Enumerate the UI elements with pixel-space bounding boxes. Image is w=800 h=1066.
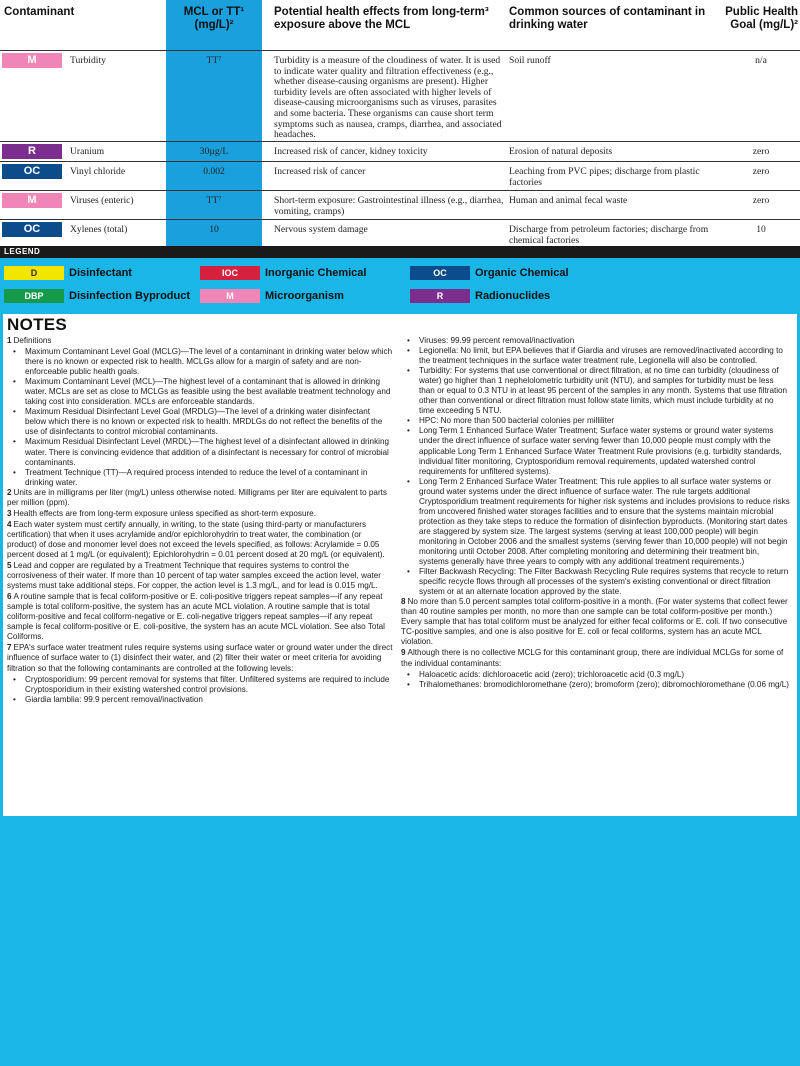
public-health-goal: zero	[752, 195, 770, 206]
public-health-goal: zero	[752, 146, 770, 157]
health-effects: Short-term exposure: Gastrointestinal illness (e.g., diarrhea, vomiting, cramps)	[274, 195, 504, 217]
note-number: 7	[7, 643, 12, 653]
table-row	[0, 219, 800, 246]
note-number: 9	[401, 648, 406, 658]
treatment-item: • Long Term 1 Enhanced Surface Water Treatment; Surface water systems or ground water systems under the direct influence of surface water serving fewer than 10,000 people must comply with the applicable Long Term 1 Enhanced Surface Water Treatment Rule provisions (e.g. turbidity standards, individual filter monitoring, Cryptosporidium removal requirements, updated watershed control requirements for unfiltered systems).	[401, 426, 791, 476]
treatment-item: • Giardia lamblia: 99.9 percent removal/inactivation	[7, 695, 393, 705]
legend-swatch: D	[4, 266, 64, 280]
note-1	[7, 336, 393, 346]
legend-item	[200, 289, 344, 303]
legend-label: Radionuclides	[475, 290, 551, 302]
legend-label: Microorganism	[265, 290, 344, 302]
mcl-value: 0.002	[203, 166, 225, 177]
note-number: 1	[7, 336, 12, 345]
health-effects: Turbidity is a measure of the cloudiness of water. It is used to indicate water quality and filtration effectiveness (e.g., whether disease-causing organisms are present). Higher turbidity levels are often associated with higher levels of disease-causing microorganisms such as viruses, parasites and some bacteria. These organisms can cause short term symptoms such as nausea, cramps, diarrhea, and associated headaches.	[274, 55, 502, 141]
common-sources: Discharge from petroleum factories; discharge from chemical factories	[509, 224, 709, 246]
mcl-value: TT⁷	[206, 195, 222, 206]
common-sources: Erosion of natural deposits	[509, 146, 613, 157]
mclg-item: • Trihalomethanes: bromodichloromethane (zero); bromoform (zero); dibromochloromethane (0.06 mg/L)	[401, 680, 791, 690]
header-contaminant: Contaminant	[4, 6, 75, 18]
legend-swatch: R	[410, 289, 470, 303]
legend-item	[4, 266, 132, 280]
legend-swatch: IOC	[200, 266, 260, 280]
definition-item: • Maximum Contaminant Level (MCL)—The highest level of a contaminant that is allowed in drinking water. MCLs are set as close to MCLGs as feasible using the best available treatment technology and taking cost into consideration. MCLs are enforceable standards.	[7, 377, 393, 407]
note-4	[7, 520, 393, 560]
table-row	[0, 161, 800, 190]
category-badge: OC	[2, 222, 62, 237]
note-2	[7, 488, 393, 508]
notes-column-right	[401, 336, 791, 690]
contaminant-table	[0, 0, 800, 246]
note-9	[401, 648, 791, 668]
note-text: No more than 5.0 percent samples total coliform-positive in a month. (For water systems that collect fewer than 40 routine samples per month, no more than one sample can be total coliform-positive per month.) Every sample that has total coliform must be analyzed for either fecal coliforms or E. coli. If two consecutive TC-positive samples, and one is also positive for E. coli or fecal coliforms, system has an acute MCL violation.	[401, 597, 788, 647]
note-text: Lead and copper are regulated by a Treatment Technique that requires systems to control the corrosiveness of their water. If more than 10 percent of tap water samples exceed the action level, water systems must take additional steps. For copper, the action level is 1.3 mg/L, and for lead is 0.015 mg/L.	[7, 561, 381, 591]
category-badge: M	[2, 53, 62, 68]
legend-swatch: OC	[410, 266, 470, 280]
legend-item	[200, 266, 366, 280]
note-number: 2	[7, 487, 12, 497]
note-number: 4	[7, 519, 12, 529]
legend-label: Disinfection Byproduct	[69, 290, 191, 302]
note-text: Each water system must certify annually, in writing, to the state (using third-party or manufacturers certification) that when it uses acrylamide and/or epichlorohydrin to treat water, the combination (or product) of dose and monomer level does not exceed the levels specified, as follows: Acrylamide = 0.05 percent dosed at 1 mg/L (or equivalent); Epichlorohydrin = 0.01 percent dosed at 20 mg/L (or equivalent).	[7, 519, 385, 559]
definition-item: • Treatment Technique (TT)—A required process intended to reduce the level of a contaminant in drinking water.	[7, 468, 393, 488]
contaminant-name: Uranium	[70, 146, 105, 157]
note-6	[7, 592, 393, 642]
common-sources: Soil runoff	[509, 55, 551, 66]
health-effects: Increased risk of cancer	[274, 166, 366, 177]
mcl-value: 10	[209, 224, 219, 235]
note-number: 6	[7, 592, 12, 602]
definition-item: • Maximum Residual Disinfectant Level Goal (MRDLG)—The level of a drinking water disinfectant below which there is no known or expected risk to health. MRDLGs do not reflect the benefits of the use of disinfectants to control microbial contaminants.	[7, 407, 393, 437]
notes-title: NOTES	[7, 315, 68, 334]
legend-bar	[0, 246, 800, 258]
treatment-item: • Filter Backwash Recycling: The Filter Backwash Recycling Rule requires systems that recycle to return specific recycle flows through all processes of the system's existing conventional or direct filtration system or at an alternate location approved by the state.	[401, 567, 791, 597]
legend-label: Inorganic Chemical	[265, 267, 367, 279]
common-sources: Leaching from PVC pipes; discharge from plastic factories	[509, 166, 700, 188]
definition-item: • Maximum Residual Disinfectant Level (MRDL)—The highest level of a disinfectant allowed in drinking water. There is convincing evidence that addition of a disinfectant is necessary for control of microbial contaminants.	[7, 437, 393, 467]
mclg-item: • Haloacetic acids: dichloroacetic acid (zero); trichloroacetic acid (0.3 mg/L)	[401, 670, 791, 680]
common-sources: Human and animal fecal waste	[509, 195, 628, 206]
treatment-item: • Cryptosporidium: 99 percent removal for systems that filter. Unfiltered systems are required to include Cryptosporidium in their existing watershed control provisions.	[7, 675, 393, 695]
note-text: EPA's surface water treatment rules require systems using surface water or ground water under the direct influence of surface water to (1) disinfect their water, and (2) filter their water or meet criteria for avoiding filtration so that the following contaminants are controlled at the following levels:	[7, 643, 393, 673]
note-text: Although there is no collective MCLG for this contaminant group, there are individual MCLGs for some of the individual contaminants:	[401, 648, 784, 668]
note-5	[7, 561, 393, 591]
header-effects: Potential health effects from long-term³ exposure above the MCL	[274, 6, 489, 31]
legend-item	[4, 289, 190, 303]
contaminant-name: Turbidity	[70, 55, 106, 66]
contaminant-name: Viruses (enteric)	[70, 195, 134, 206]
treatment-item: • HPC: No more than 500 bacterial colonies per milliliter	[401, 416, 791, 426]
legend	[0, 258, 800, 308]
definition-item: • Maximum Contaminant Level Goal (MCLG)—The level of a contaminant in drinking water below which there is no known or expected risk to health. MCLGs allow for a margin of safety and are non-enforceable public health goals.	[7, 347, 393, 377]
legend-item	[410, 266, 569, 280]
public-health-goal: zero	[752, 166, 770, 177]
header-goal: Public Health Goal (mg/L)²	[725, 6, 798, 31]
treatment-item: • Turbidity: For systems that use conventional or direct filtration, at no time can turbidity (cloudiness of water) go higher than 1 nephelolometric turbidity unit (NTU), and samples for turbidity must be less than or equal to 0.3 NTU in at least 95 percent of the samples in any month. Systems that use filtration other than conventional or direct filtration must follow state limits, which must include turbidity at no time exceeding 5 NTU.	[401, 366, 791, 416]
note-text: A routine sample that is fecal coliform-positive or E. coli-positive triggers repeat samples—if any repeat sample is total coliform-positive, the system has an acute MCL violation. A routine sample that is total coliform-positive and fecal coliform-negative or E. coli-negative triggers repeat samples—if any repeat sample is fecal coliform-positive or E. coli-positive, the system has an acute MCL violation. See also Total Coliforms.	[7, 592, 385, 642]
legend-item	[410, 289, 550, 303]
public-health-goal: n/a	[755, 55, 767, 66]
legend-label: Organic Chemical	[475, 267, 569, 279]
note-number: 8	[401, 597, 406, 607]
note-8	[401, 597, 791, 647]
header-sources: Common sources of contaminant in drinking water	[509, 6, 706, 31]
note-number: 5	[7, 561, 12, 571]
legend-label: Disinfectant	[69, 267, 132, 279]
contaminant-name: Xylenes (total)	[70, 224, 128, 235]
note-number: 3	[7, 508, 12, 518]
contaminant-name: Vinyl chloride	[70, 166, 126, 177]
notes-column-left	[7, 336, 393, 705]
header-mcl: MCL or TT¹ (mg/L)²	[183, 6, 245, 31]
treatment-item: • Legionella: No limit, but EPA believes that if Giardia and viruses are removed/inactivated according to the treatment techniques in the surface water treatment rule, Legionella will also be controlled.	[401, 346, 791, 366]
legend-swatch: DBP	[4, 289, 64, 303]
note-3	[7, 509, 393, 519]
category-badge: R	[2, 144, 62, 159]
note-heading: Definitions	[13, 336, 52, 345]
mcl-value: TT⁷	[206, 55, 222, 66]
note-text: Health effects are from long-term exposure unless specified as short-term exposure.	[13, 508, 316, 518]
health-effects: Increased risk of cancer, kidney toxicity	[274, 146, 428, 157]
health-effects: Nervous system damage	[274, 224, 368, 235]
mcl-value: 30µg/L	[199, 146, 229, 157]
table-row	[0, 141, 800, 161]
category-badge: M	[2, 193, 62, 208]
treatment-item: • Viruses: 99.99 percent removal/inactivation	[401, 336, 791, 346]
note-text: Units are in milligrams per liter (mg/L) unless otherwise noted. Milligrams per liter are equivalent to parts per million (ppm).	[7, 487, 387, 507]
table-row	[0, 50, 800, 141]
notes-panel	[3, 314, 797, 816]
note-7	[7, 643, 393, 673]
category-badge: OC	[2, 164, 62, 179]
public-health-goal: 10	[756, 224, 766, 235]
legend-title: LEGEND	[4, 247, 41, 256]
treatment-item: • Long Term 2 Enhanced Surface Water Treatment: This rule applies to all surface water systems or ground water systems under the direct influence of surface water. The rule targets additional Cryptosporidium treatment requirements for higher risk systems and includes provisions to reduce risks from uncovered finished water storages facilities and to ensure that the systems maintain microbial protection as they take steps to reduce the formation of disinfection byproducts. (Monitoring start dates are staggered by system size. The largest systems (serving at least 100,000 people) will begin monitoring in October 2006 and the smallest systems (serving fewer than 10,000 people) will not begin monitoring until October 2008. After completing monitoring and determining their treatment bin, systems generally have three years to comply with any additional treatment requirements.)	[401, 477, 791, 567]
table-row	[0, 190, 800, 219]
legend-swatch: M	[200, 289, 260, 303]
